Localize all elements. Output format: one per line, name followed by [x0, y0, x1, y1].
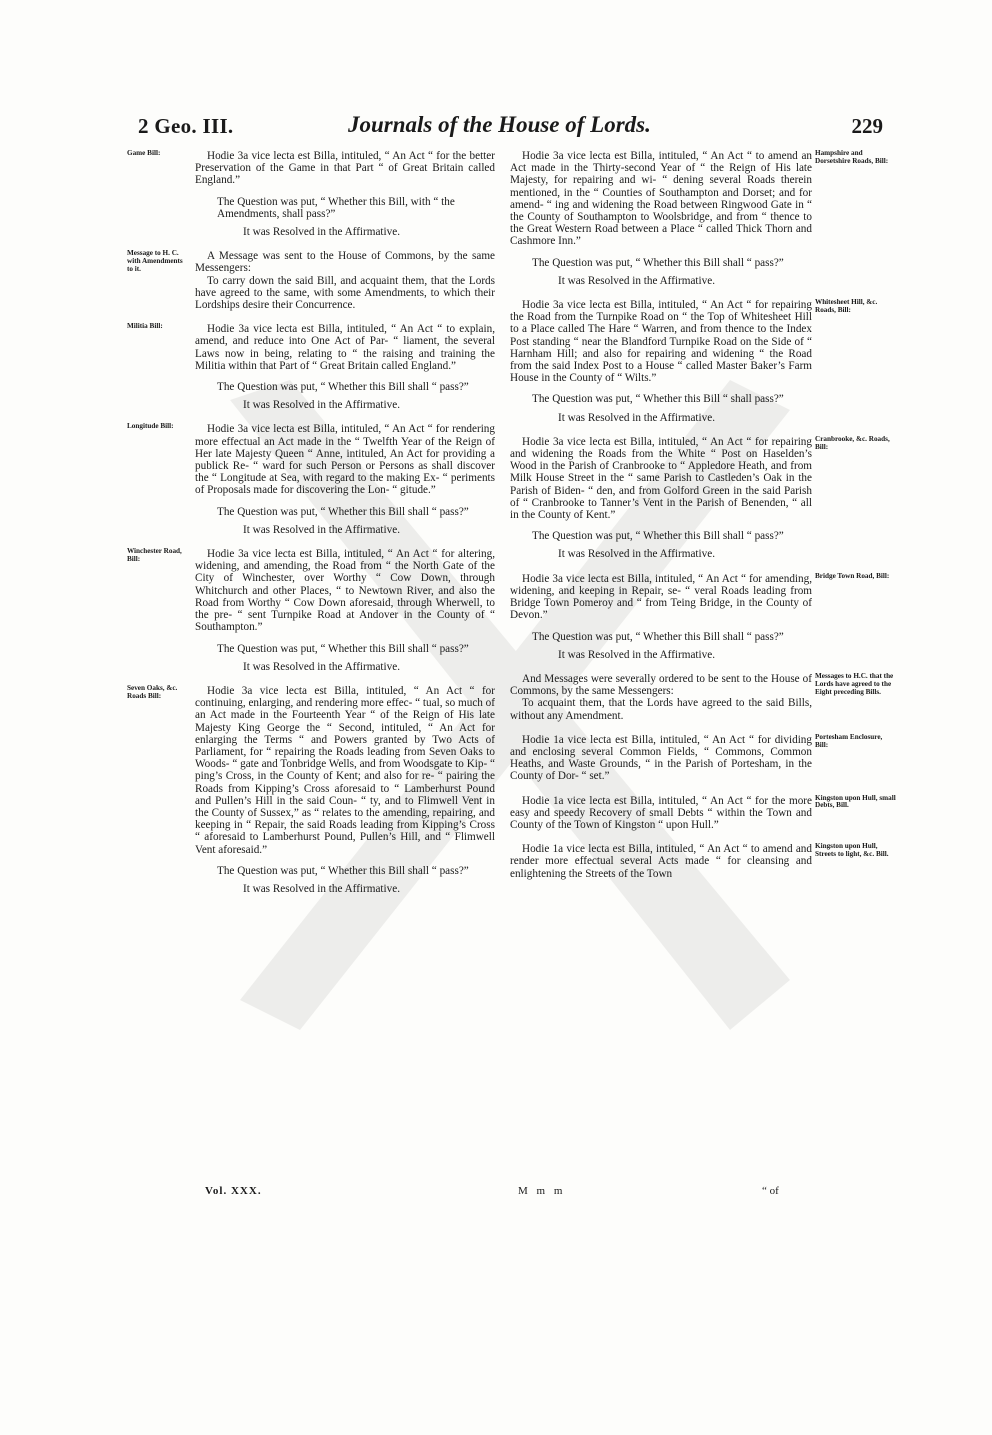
entry-text: Hodie 3a vice lecta est Billa, intituled, “ An Act “ for amending, widening, and keeping in Repair, se- “ veral Roads leading from Bridge Town Pomeroy and “ from Teing Bridge, in the County of Devon.”: [510, 572, 812, 622]
entry-game-bill: [127, 149, 495, 239]
margin-note: Cranbrooke, &c. Roads, Bill:: [815, 434, 890, 451]
entry-text: A Message was sent to the House of Commons, by the same Messengers:: [195, 250, 495, 275]
catchword: “ of: [762, 1185, 779, 1197]
margin-note: Longitude Bill:: [127, 422, 174, 431]
entry-kingston-small-debts: [510, 793, 896, 832]
entry-text: And Messages were severally ordered to be sent to the House of Commons, by the same Messengers:: [510, 672, 812, 698]
margin-note: Messages to H.C. that the Lords have agreed to the Eight preceding Bills.: [815, 671, 894, 696]
question-text: The Question was put, “ Whether this Bill shall “ pass?”: [532, 630, 784, 643]
margin-note: Winchester Road, Bill:: [127, 547, 182, 563]
entry-seven-oaks-roads: [127, 683, 495, 895]
entry-longitude-bill: [127, 422, 495, 536]
margin-note: Bridge Town Road, Bill:: [815, 571, 890, 580]
resolved-text: It was Resolved in the Affirmative.: [243, 882, 401, 895]
entry-militia-bill: [127, 322, 495, 412]
question-text: The Question was put, “ Whether this Bill, with “ the Amendments, shall pass?”: [217, 195, 455, 220]
regnal-year: 2 Geo. III.: [138, 114, 234, 138]
resolved-text: It was Resolved in the Affirmative.: [243, 523, 401, 536]
entry-portesham-enclosure: [510, 732, 883, 783]
entry-bridge-town-road: [510, 571, 890, 661]
question-text: The Question was put, “ Whether this Bill shall “ pass?”: [217, 381, 469, 394]
right-column: [510, 149, 896, 880]
running-title: Journals of the House of Lords.: [348, 112, 651, 137]
resolved-text: It was Resolved in the Affirmative.: [243, 226, 401, 239]
margin-note: Message to H. C. with Amendments to it.: [127, 249, 183, 273]
margin-note: Kingston upon Hull, small Debts, Bill.: [815, 793, 896, 810]
entry-text: Hodie 3a vice lecta est Billa, intituled, “ An Act “ for continuing, enlarging, and rendering more effec- “ tual, so much of an Act made in the Fourteenth Year “ of the Reign of His late Majesty King George the “ Second, intituled, “ An Act for enlarging the Terms “ and Powers granted by Two Acts of Parliament, for “ repairing the Roads leading from Seven Oaks to Woods- “ gate and Tonbridge Wells, and from Woodsgate to Kip- “ ping’s Cross, in the County of Kent; and also for re- “ pairing the Roads from Kipping’s Cross aforesaid to “ Lamberhurst Pound and Pullen’s Hill in the said Coun- “ ty, and to Flimwell Vent in the County of Sussex,” as “ relates to the amending, repairing, and keeping in “ Repair, the said Roads leading from Kipping’s Cross “ aforesaid to Lamberhurst Pound, Pullen’s Hill, and “ Flimwell Vent aforesaid.”: [195, 684, 495, 856]
entry-message-amendments: [127, 249, 495, 312]
entry-text: Hodie 1a vice lecta est Billa, intituled, “ An Act “ to amend and render more effectual several Acts made “ for cleansing and enlightening the Streets of the Town: [510, 843, 812, 880]
resolved-text: It was Resolved in the Affirmative.: [558, 411, 716, 424]
entry-text: Hodie 3a vice lecta est Billa, intituled, “ An Act “ for rendering more effectual an Act made in the “ Twelfth Year of the Reign of Her late Majesty Queen “ Anne, intituled, An Act for providing a publick Re- “ ward for such Person or Persons as shall discover the “ Longitude at Sea, with regard to the making Ex- “ periments of Proposals made for discovering the Lon- “ gitude.”: [195, 423, 495, 497]
question-text: The Question was put, “ Whether this Bill shall “ pass?”: [532, 530, 784, 543]
page-header: [138, 114, 883, 148]
entry-text: Hodie 3a vice lecta est Billa, intituled, “ An Act “ for repairing and widening the Roads from the White “ Post on Haselden’s Wood in the Parish of Cranbrooke to “ Appledore Heath, and from Milk House Street in the “ same Parish to Castleden’s Oak in the Parish of Biden- “ den, and from Golford Green in the said Parish of “ Cranbrooke to Tanner’s Vent in the Parish of Benenden, “ all in the County of Kent.”: [510, 435, 812, 522]
entry-whitesheet-hill-roads: [510, 298, 878, 424]
margin-note: Hampshire and Dorsetshire Roads, Bill:: [815, 149, 889, 165]
entry-cranbrooke-roads: [510, 434, 890, 561]
question-text: The Question was put, “ Whether this Bill shall “ pass?”: [217, 505, 469, 518]
resolved-text: It was Resolved in the Affirmative.: [558, 548, 716, 561]
entry-text: Hodie 3a vice lecta est Billa, intituled, “ An Act “ for the better Preservation of the Game in that Part “ of Great Britain called England.”: [195, 150, 495, 187]
entry-hampshire-dorset-roads: [510, 149, 889, 287]
entry-text: Hodie 3a vice lecta est Billa, intituled, “ An Act “ to amend an Act made in the Thirty-second Year of “ the Reign of His late Majesty, for repairing and wi- “ dening several Roads therein mentioned, in the “ Counties of Southampton and Dorset; and for amend- “ ing and widening the Road between Ringwood Gate in “ the County of Southampton to Woolsbridge, and from “ thence to the Great Western Road between a Place “ called Thick Thorn and Cashmore Inn.”: [510, 150, 812, 248]
margin-note: Whitesheet Hill, &c. Roads, Bill:: [815, 298, 878, 314]
margin-note: Militia Bill:: [127, 322, 163, 331]
entry-kingston-streets: [510, 842, 889, 880]
resolved-text: It was Resolved in the Affirmative.: [558, 648, 716, 661]
entry-winchester-road: [127, 547, 495, 673]
volume-number: Vol. XXX.: [205, 1185, 262, 1197]
entry-text: Hodie 3a vice lecta est Billa, intituled, “ An Act “ for repairing the Road from the Turnpike Road on “ the Top of Whitesheet Hill to a Place called The Hare “ Warren, and from thence to the Index Post standing “ near the Blandford Turnpike Road on the Side of “ Harnham Hill; and also for repairing and widening “ the Road from the said Index Post to a House “ called Master Baker’s Farm House in the County of “ Wilts.”: [510, 299, 812, 385]
entry-text: Hodie 3a vice lecta est Billa, intituled, “ An Act “ for altering, widening, and amending, the Road from “ the North Gate of the City of Winchester, over Worthy “ Cow Down, through Whitchurch and other Places, “ to Newtown River, and also the Road from Worthy “ Cow Down aforesaid, through Wherwell, to the pre- “ sent Turnpike Road at Andover in the County of “ Southampton.”: [195, 548, 495, 634]
entry-text: Hodie 1a vice lecta est Billa, intituled, “ An Act “ for dividing and enclosing several Common Fields, “ Commons, Common Heaths, and Waste Grounds, “ in the Parish of Portesham, in the County of Dor- “ set.”: [510, 733, 812, 783]
margin-note: Seven Oaks, &c. Roads Bill:: [127, 683, 178, 700]
resolved-text: It was Resolved in the Affirmative.: [243, 660, 401, 673]
entry-messages-eight-bills: [510, 671, 894, 722]
left-column: [127, 149, 495, 895]
question-text: The Question was put, “ Whether this Bill shall “ pass?”: [217, 864, 469, 877]
resolved-text: It was Resolved in the Affirmative.: [243, 399, 401, 412]
entry-text-2: To carry down the said Bill, and acquaint them, that the Lords have agreed to the same, with some Amendments, to which their Lordships desire their Concurrence.: [195, 274, 495, 312]
signature-mark: M m m: [518, 1185, 566, 1197]
margin-note: Portesham Enclosure, Bill:: [815, 732, 883, 749]
resolved-text: It was Resolved in the Affirmative.: [558, 274, 716, 287]
margin-note: Game Bill:: [127, 149, 161, 157]
entry-text-2: To acquaint them, that the Lords have agreed to the said Bills, without any Amendment.: [510, 697, 812, 722]
page-number: 229: [851, 114, 883, 138]
margin-note: Kingston upon Hull, Streets to light, &c. Bill.: [815, 842, 889, 858]
entry-text: Hodie 1a vice lecta est Billa, intituled, “ An Act “ for the more easy and speedy Recovery of small Debts “ within the Town and County of the Town of Kingston “ upon Hull.”: [510, 794, 812, 831]
question-text: The Question was put, “ Whether this Bill “ shall pass?”: [532, 393, 784, 406]
question-text: The Question was put, “ Whether this Bill shall “ pass?”: [217, 642, 469, 655]
entry-text: Hodie 3a vice lecta est Billa, intituled, “ An Act “ to explain, amend, and reduce into One Act of Par- “ liament, the several Laws now in being, relating to “ the raising and training the Militia within that Part of “ Great Britain called England.”: [195, 323, 495, 372]
question-text: The Question was put, “ Whether this Bill shall “ pass?”: [532, 256, 784, 269]
